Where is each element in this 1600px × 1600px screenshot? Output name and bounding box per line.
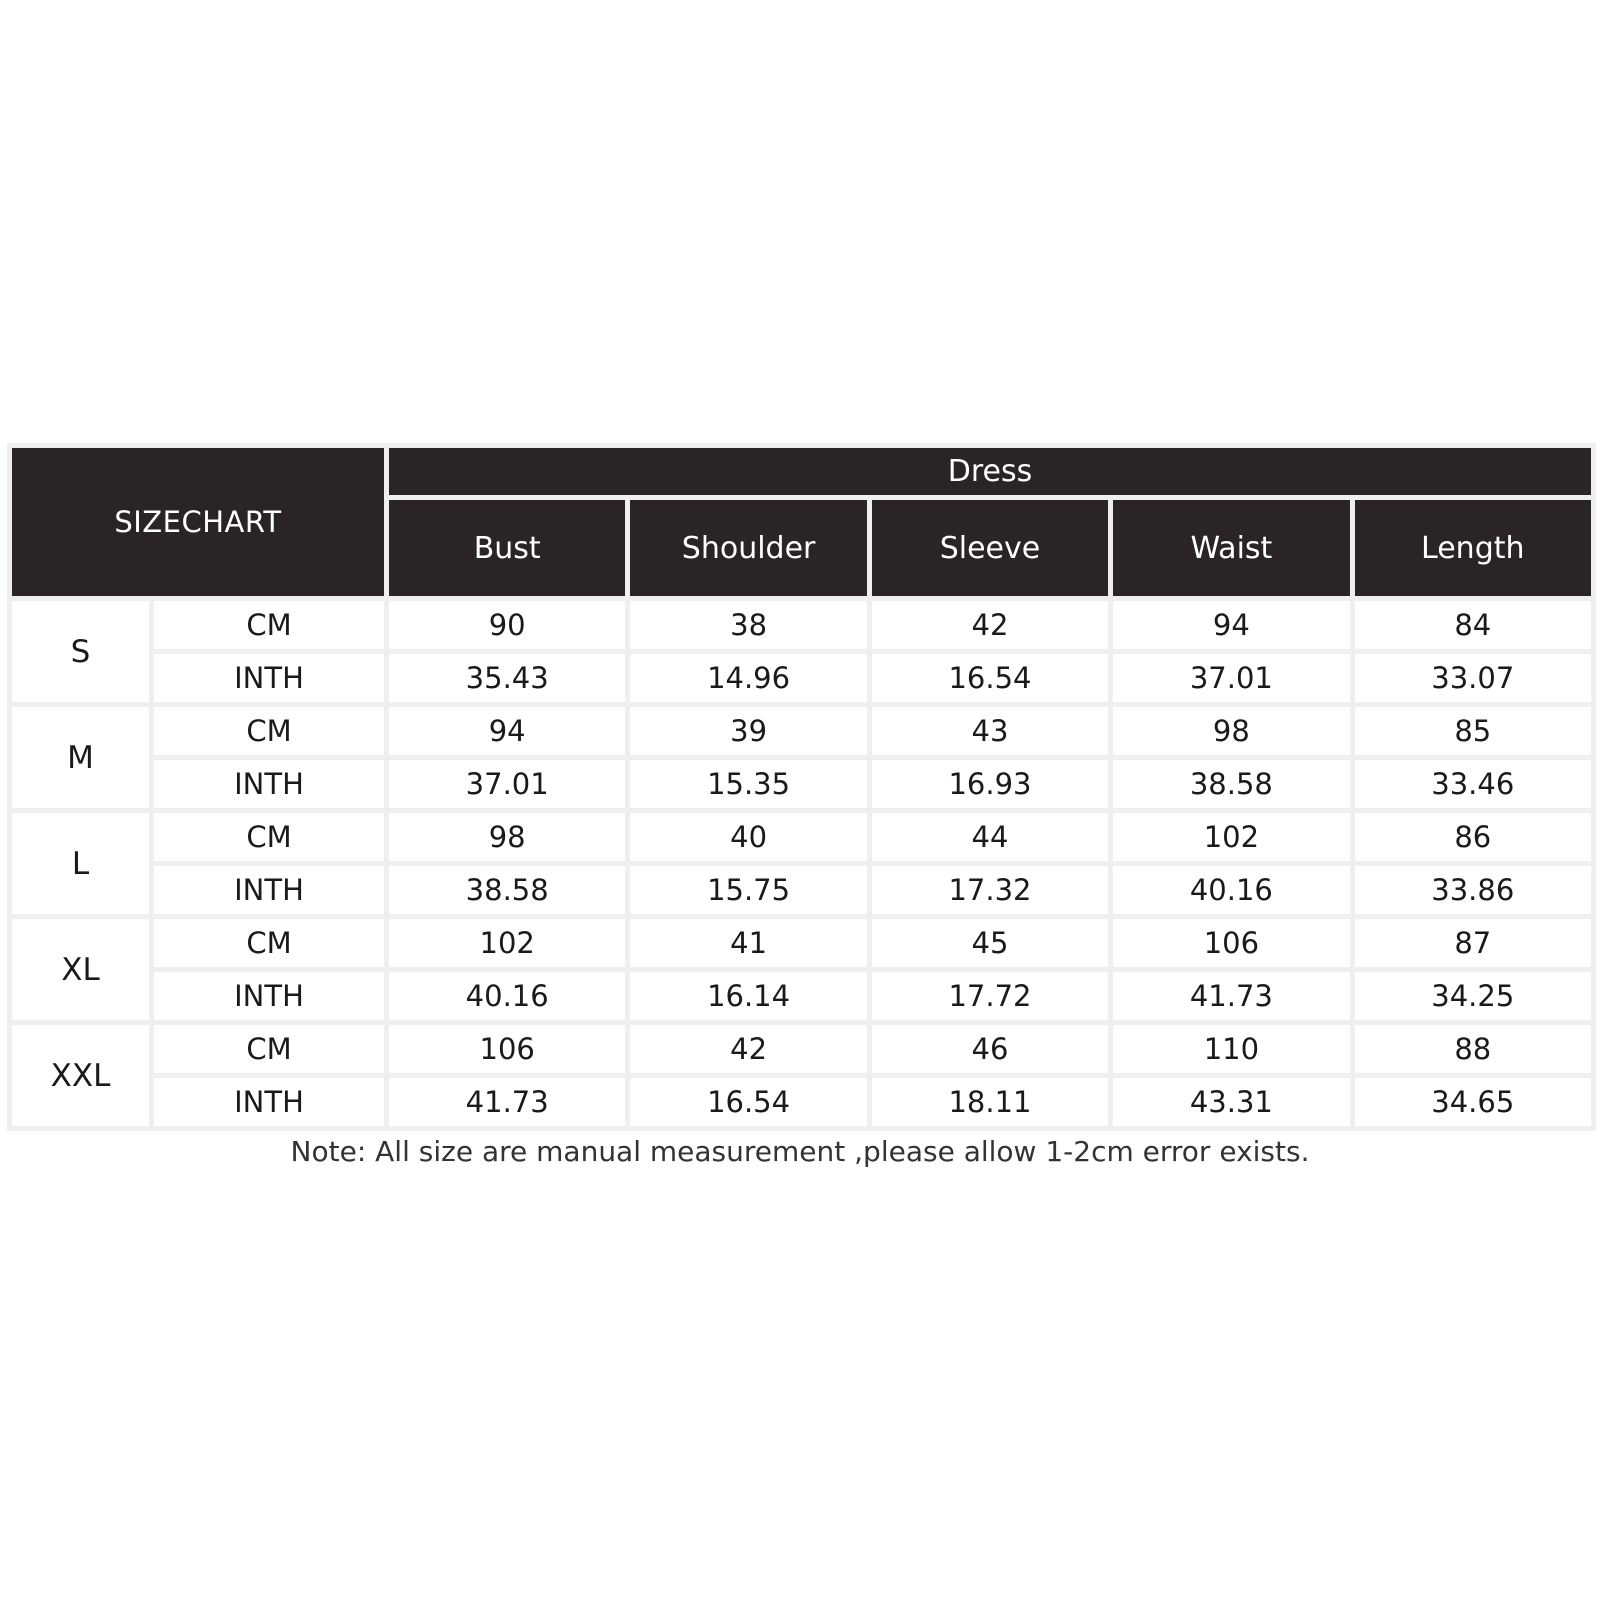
unit-label: CM	[154, 601, 384, 649]
measurement-cell: 33.07	[1355, 654, 1591, 702]
size-chart-header	[12, 448, 1591, 596]
measurement-cell: 42	[872, 601, 1108, 649]
measurement-cell: 17.32	[872, 866, 1108, 914]
table-row	[12, 707, 1591, 755]
size-chart-body	[12, 601, 1591, 1126]
unit-label: INTH	[154, 972, 384, 1020]
unit-label: CM	[154, 813, 384, 861]
measurement-cell: 98	[389, 813, 625, 861]
unit-label: INTH	[154, 760, 384, 808]
size-label: XXL	[12, 1025, 149, 1126]
measurement-cell: 88	[1355, 1025, 1591, 1073]
size-label: L	[12, 813, 149, 914]
measurement-cell: 16.54	[872, 654, 1108, 702]
unit-label: CM	[154, 707, 384, 755]
measurement-cell: 39	[630, 707, 866, 755]
sizechart-label: SIZECHART	[12, 448, 384, 596]
unit-label: INTH	[154, 1078, 384, 1126]
column-header-sleeve: Sleeve	[872, 500, 1108, 596]
unit-label: INTH	[154, 654, 384, 702]
column-header-waist: Waist	[1113, 500, 1349, 596]
measurement-cell: 16.54	[630, 1078, 866, 1126]
measurement-cell: 45	[872, 919, 1108, 967]
column-header-length: Length	[1355, 500, 1591, 596]
measurement-cell: 38	[630, 601, 866, 649]
column-header-shoulder: Shoulder	[630, 500, 866, 596]
measurement-cell: 84	[1355, 601, 1591, 649]
unit-label: INTH	[154, 866, 384, 914]
size-label: XL	[12, 919, 149, 1020]
measurement-cell: 106	[389, 1025, 625, 1073]
size-chart-table	[7, 443, 1596, 1131]
measurement-cell: 40.16	[1113, 866, 1349, 914]
measurement-cell: 102	[1113, 813, 1349, 861]
unit-label: CM	[154, 919, 384, 967]
measurement-cell: 46	[872, 1025, 1108, 1073]
size-label: S	[12, 601, 149, 702]
measurement-cell: 38.58	[1113, 760, 1349, 808]
measurement-cell: 14.96	[630, 654, 866, 702]
measurement-cell: 94	[1113, 601, 1349, 649]
measurement-cell: 41	[630, 919, 866, 967]
header-row-group	[12, 448, 1591, 495]
measurement-cell: 41.73	[1113, 972, 1349, 1020]
measurement-cell: 42	[630, 1025, 866, 1073]
measurement-cell: 33.86	[1355, 866, 1591, 914]
table-row	[12, 919, 1591, 967]
measurement-cell: 37.01	[1113, 654, 1349, 702]
measurement-cell: 90	[389, 601, 625, 649]
measurement-cell: 41.73	[389, 1078, 625, 1126]
size-label: M	[12, 707, 149, 808]
column-header-bust: Bust	[389, 500, 625, 596]
measurement-cell: 86	[1355, 813, 1591, 861]
measurement-cell: 15.75	[630, 866, 866, 914]
table-row	[12, 866, 1591, 914]
measurement-cell: 102	[389, 919, 625, 967]
measurement-cell: 34.65	[1355, 1078, 1591, 1126]
table-row	[12, 760, 1591, 808]
measurement-cell: 44	[872, 813, 1108, 861]
dress-group-header: Dress	[389, 448, 1591, 495]
measurement-cell: 18.11	[872, 1078, 1108, 1126]
measurement-cell: 38.58	[389, 866, 625, 914]
measurement-cell: 43.31	[1113, 1078, 1349, 1126]
measurement-cell: 94	[389, 707, 625, 755]
measurement-cell: 43	[872, 707, 1108, 755]
measurement-cell: 17.72	[872, 972, 1108, 1020]
measurement-cell: 85	[1355, 707, 1591, 755]
table-row	[12, 1025, 1591, 1073]
table-row	[12, 972, 1591, 1020]
measurement-cell: 40	[630, 813, 866, 861]
measurement-cell: 106	[1113, 919, 1349, 967]
measurement-cell: 87	[1355, 919, 1591, 967]
table-row	[12, 601, 1591, 649]
measurement-cell: 15.35	[630, 760, 866, 808]
measurement-cell: 40.16	[389, 972, 625, 1020]
measurement-note: Note: All size are manual measurement ,please allow 1-2cm error exists.	[290, 1135, 1310, 1168]
measurement-cell: 98	[1113, 707, 1349, 755]
measurement-cell: 16.93	[872, 760, 1108, 808]
table-row	[12, 1078, 1591, 1126]
table-row	[12, 654, 1591, 702]
measurement-cell: 16.14	[630, 972, 866, 1020]
table-row	[12, 813, 1591, 861]
measurement-cell: 110	[1113, 1025, 1349, 1073]
measurement-cell: 34.25	[1355, 972, 1591, 1020]
measurement-cell: 33.46	[1355, 760, 1591, 808]
measurement-cell: 37.01	[389, 760, 625, 808]
unit-label: CM	[154, 1025, 384, 1073]
measurement-cell: 35.43	[389, 654, 625, 702]
